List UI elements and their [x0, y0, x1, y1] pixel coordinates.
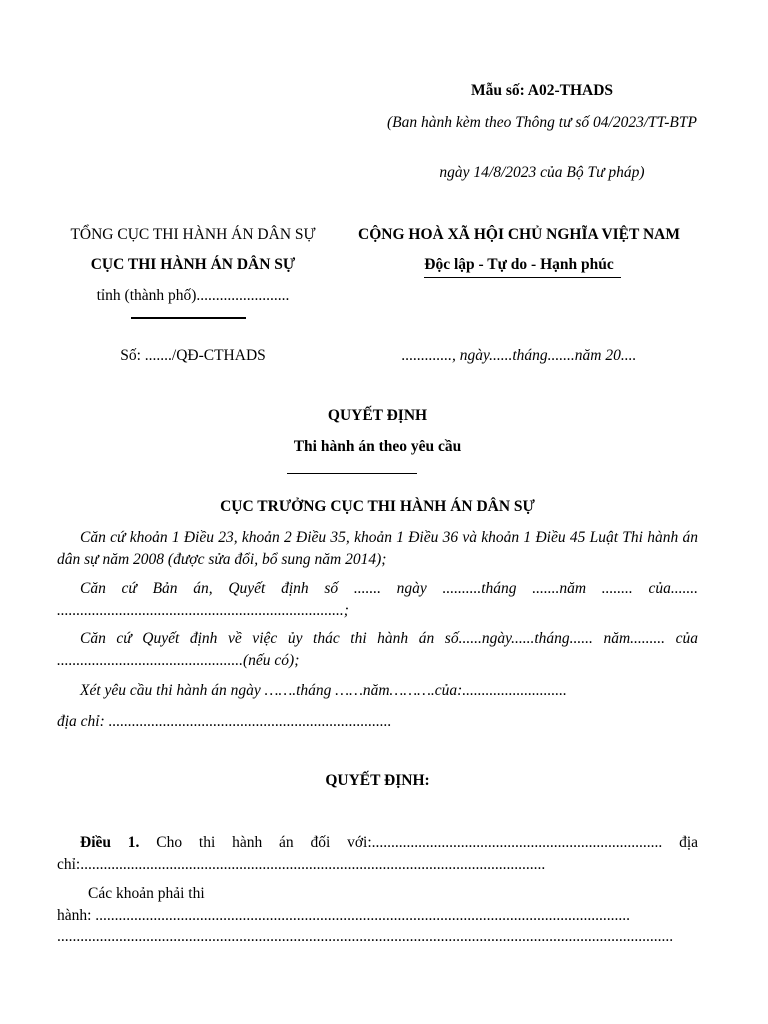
motto-underline — [424, 277, 621, 278]
national-motto: Độc lập - Tự do - Hạnh phúc — [424, 256, 614, 273]
national-title: CỘNG HOÀ XÃ HỘI CHỦ NGHĨA VIỆT NAM — [358, 226, 680, 243]
article-1-items-line: hành: .......................................................................................................................................... — [57, 907, 631, 924]
document-date: ............., ngày......tháng.......năm 20.... — [401, 347, 637, 364]
basis-request: Xét yêu cầu thi hành án ngày …….tháng ……năm……….của:........................... — [80, 682, 567, 699]
basis-entrustment: Căn cứ Quyết định về việc ủy thác thi hành án số......ngày......tháng...... năm......... của ................................................(nếu có); — [57, 630, 698, 669]
basis-law: Căn cứ khoản 1 Điều 23, khoản 2 Điều 35, khoản 1 Điều 36 và khoản 1 Điều 45 Luật Thi hành án dân sự năm 2008 (được sửa đổi, bổ sung năm 2014); — [57, 529, 698, 568]
article-1-text: Cho thi hành án đối với:........................................................................... địa chỉ:........................................................................................................................ — [57, 834, 698, 873]
agency-name: CỤC THI HÀNH ÁN DÂN SỰ — [90, 256, 296, 273]
requester-address: địa chỉ: ......................................................................... — [57, 713, 392, 730]
agency-parent: TỔNG CỤC THI HÀNH ÁN DÂN SỰ — [70, 226, 316, 243]
article-1-items-label: Các khoản phải thi — [88, 885, 205, 902]
form-number: Mẫu số: A02-THADS — [470, 82, 614, 99]
article-1 — [57, 832, 698, 876]
authority-heading: CỤC TRƯỞNG CỤC THI HÀNH ÁN DÂN SỰ — [220, 498, 535, 515]
issued-date-note: ngày 14/8/2023 của Bộ Tư pháp) — [439, 164, 645, 181]
article-1-label: Điều 1. — [80, 834, 140, 851]
agency-underline — [131, 317, 246, 319]
issued-note: (Ban hành kèm theo Thông tư số 04/2023/TT-BTP — [387, 114, 697, 131]
agency-province: tỉnh (thành phố)........................ — [96, 287, 290, 304]
article-1-dots-line: ............................................................................................................................................................... — [57, 928, 674, 945]
basis-judgment: Căn cứ Bản án, Quyết định số ....... ngày ..........tháng .......năm ........ của....... ..........................................................................; — [57, 580, 698, 619]
document-title: QUYẾT ĐỊNH — [327, 407, 428, 424]
decision-heading: QUYẾT ĐỊNH: — [325, 772, 430, 789]
document-number: Số: ......./QĐ-CTHADS — [120, 347, 266, 364]
title-underline — [287, 473, 417, 474]
document-subtitle: Thi hành án theo yêu cầu — [293, 438, 462, 455]
